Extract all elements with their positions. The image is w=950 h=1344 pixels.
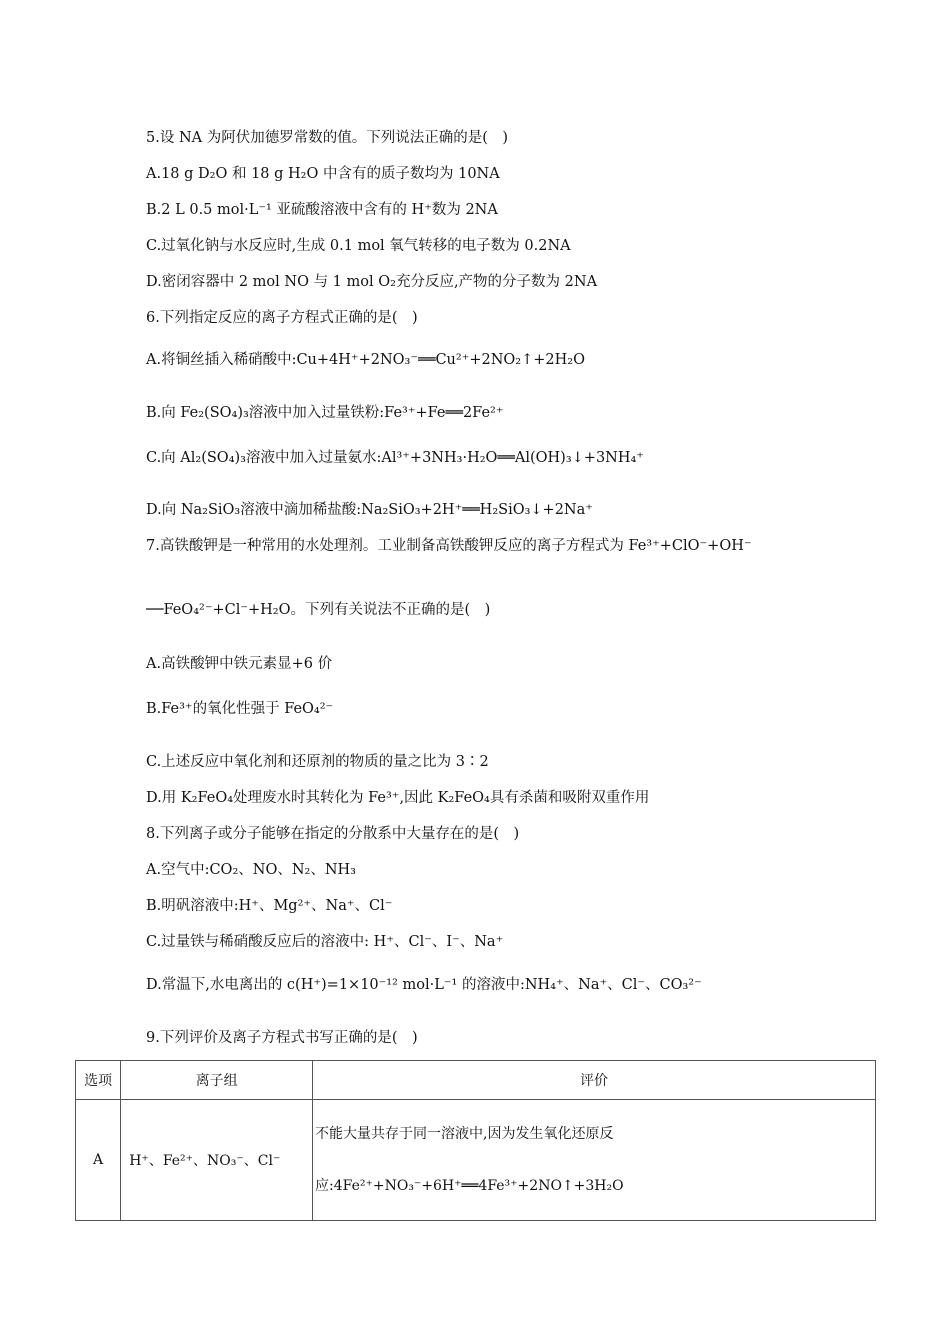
header-ions: 离子组 [121,1061,313,1100]
question-5-option-d: D.密闭容器中 2 mol NO 与 1 mol O₂充分反应,产物的分子数为 2NA [146,274,598,290]
question-5-option-c: C.过氧化钠与水反应时,生成 0.1 mol 氧气转移的电子数为 0.2NA [146,238,571,254]
question-7-option-c: C.上述反应中氧化剂和还原剂的物质的量之比为 3∶2 [146,754,489,770]
question-7-option-b: B.Fe³⁺的氧化性强于 FeO₄²⁻ [146,701,334,717]
header-option: 选项 [76,1061,121,1100]
cell-option: A [76,1100,121,1221]
question-8-option-a: A.空气中:CO₂、NO、N₂、NH₃ [146,862,356,878]
question-6-option-d: D.向 Na₂SiO₃溶液中滴加稀盐酸:Na₂SiO₃+2H⁺══H₂SiO₃↓+2Na⁺ [146,502,593,518]
header-evaluation: 评价 [313,1061,876,1100]
question-6-stem: 6.下列指定反应的离子方程式正确的是( ) [146,310,418,326]
evaluation-text: 不能大量共存于同一溶液中,因为发生氧化还原反应:4Fe²⁺+NO₃⁻+6H⁺══4Fe³⁺+2NO↑+3H₂O [315,1126,624,1194]
cell-ions: H⁺、Fe²⁺、NO₃⁻、Cl⁻ [121,1100,313,1221]
question-6-option-a: A.将铜丝插入稀硝酸中:Cu+4H⁺+2NO₃⁻══Cu²⁺+2NO₂↑+2H₂O [146,352,585,368]
question-7-stem-continued: ──FeO₄²⁻+Cl⁻+H₂O。下列有关说法不正确的是( ) [146,602,491,618]
question-7-option-d: D.用 K₂FeO₄处理废水时其转化为 Fe³⁺,因此 K₂FeO₄具有杀菌和吸附双重作用 [146,790,650,806]
question-9-stem: 9.下列评价及离子方程式书写正确的是( ) [146,1030,418,1046]
question-6-option-c: C.向 Al₂(SO₄)₃溶液中加入过量氨水:Al³⁺+3NH₃·H₂O══Al(OH)₃↓+3NH₄⁺ [146,450,644,466]
question-6-option-b: B.向 Fe₂(SO₄)₃溶液中加入过量铁粉:Fe³⁺+Fe══2Fe²⁺ [146,405,504,421]
question-8-option-c: C.过量铁与稀硝酸反应后的溶液中: H⁺、Cl⁻、I⁻、Na⁺ [146,934,504,950]
cell-evaluation [313,1100,876,1221]
question-8-stem: 8.下列离子或分子能够在指定的分散系中大量存在的是( ) [146,826,520,842]
question-5-option-b: B.2 L 0.5 mol·L⁻¹ 亚硫酸溶液中含有的 H⁺数为 2NA [146,202,498,218]
question-5-stem: 5.设 NA 为阿伏加德罗常数的值。下列说法正确的是( ) [146,130,509,146]
question-7-stem: 7.高铁酸钾是一种常用的水处理剂。工业制备高铁酸钾反应的离子方程式为 Fe³⁺+ClO⁻+OH⁻ [146,538,752,554]
table-header-row [76,1061,876,1100]
question-8-option-d: D.常温下,水电离出的 c(H⁺)=1×10⁻¹² mol·L⁻¹ 的溶液中:NH₄⁺、Na⁺、Cl⁻、CO₃²⁻ [146,977,702,993]
question-8-option-b: B.明矾溶液中:H⁺、Mg²⁺、Na⁺、Cl⁻ [146,898,393,914]
question-5-option-a: A.18 g D₂O 和 18 g H₂O 中含有的质子数均为 10NA [146,166,500,182]
question-7-option-a: A.高铁酸钾中铁元素显+6 价 [146,656,333,672]
evaluation-table [75,1060,876,1221]
table-row [76,1100,876,1221]
